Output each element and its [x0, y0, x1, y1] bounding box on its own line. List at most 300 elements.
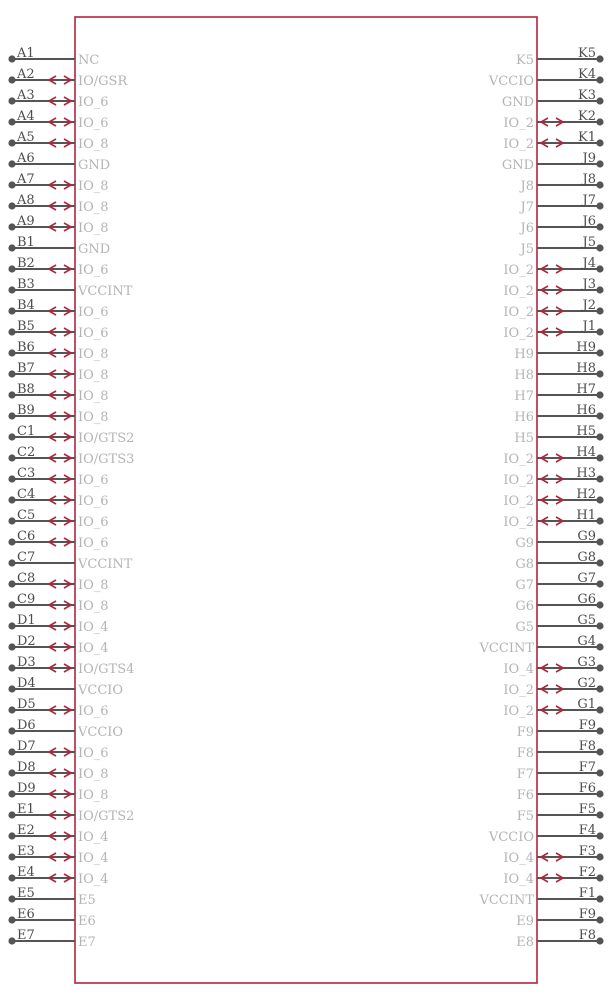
pin-name: IO_2: [503, 704, 534, 719]
pin-name: IO_8: [78, 368, 109, 383]
pin-number: E2: [17, 823, 35, 838]
pin-right: [516, 907, 603, 929]
pin-number: B4: [17, 298, 35, 313]
pin-name: IO_2: [503, 116, 534, 131]
pin-name: IO_2: [503, 473, 534, 488]
pin-endpoint-dot: [8, 160, 15, 167]
pin-number: H3: [576, 466, 596, 481]
pin-number: J8: [582, 172, 596, 187]
pin-number: F9: [578, 718, 596, 733]
pin-number: J9: [582, 151, 596, 166]
pin-name: E5: [78, 893, 96, 908]
pin-endpoint-dot: [8, 517, 15, 524]
pin-number: J7: [582, 193, 596, 208]
pin-endpoint-dot: [8, 496, 15, 503]
pin-endpoint-dot: [596, 181, 603, 188]
pin-endpoint-dot: [8, 580, 15, 587]
pin-endpoint-dot: [8, 307, 15, 314]
pin-name: J6: [520, 221, 534, 236]
pin-name: J8: [520, 179, 534, 194]
pin-number: A2: [17, 67, 35, 82]
pin-right: [503, 844, 603, 866]
pin-right: [503, 865, 603, 887]
pin-name: G7: [515, 578, 534, 593]
pin-name: IO_6: [78, 326, 109, 341]
pin-name: IO_4: [78, 620, 109, 635]
pin-endpoint-dot: [8, 454, 15, 461]
pin-endpoint-dot: [596, 475, 603, 482]
pin-right: [479, 634, 604, 656]
pin-number: A3: [17, 88, 35, 103]
pin-left: [8, 634, 108, 656]
pin-name: IO_8: [78, 410, 109, 425]
pin-name: IO_6: [78, 473, 109, 488]
pin-endpoint-dot: [8, 97, 15, 104]
pin-number: C9: [17, 592, 36, 607]
pin-endpoint-dot: [8, 664, 15, 671]
pin-endpoint-dot: [596, 643, 603, 650]
pin-right: [519, 172, 604, 194]
pin-right: [502, 88, 604, 110]
pin-endpoint-dot: [596, 202, 603, 209]
pin-endpoint-dot: [596, 853, 603, 860]
pin-endpoint-dot: [8, 706, 15, 713]
pin-number: J5: [582, 235, 596, 250]
pin-endpoint-dot: [596, 937, 603, 944]
pin-number: F1: [578, 886, 596, 901]
pin-name: IO/GTS4: [78, 662, 135, 677]
pin-name: IO/GTS3: [78, 452, 135, 467]
pin-number: K4: [578, 67, 596, 82]
pin-number: F6: [578, 781, 596, 796]
pin-name: GND: [78, 242, 111, 257]
pin-number: B3: [17, 277, 35, 292]
pin-name: H5: [514, 431, 534, 446]
pin-endpoint-dot: [8, 538, 15, 545]
pin-left: [8, 718, 123, 740]
pin-endpoint-dot: [8, 559, 15, 566]
pin-endpoint-dot: [596, 538, 603, 545]
pin-name: IO_4: [78, 872, 109, 887]
pin-left: [8, 928, 95, 950]
pin-endpoint-dot: [596, 874, 603, 881]
pin-name: H7: [514, 389, 534, 404]
pin-endpoint-dot: [596, 349, 603, 356]
pin-name: E9: [516, 914, 534, 929]
pin-number: B6: [17, 340, 35, 355]
pin-left: [8, 697, 108, 719]
pin-right: [519, 193, 604, 215]
pin-left: [8, 193, 108, 215]
pin-left: [8, 781, 108, 803]
pin-endpoint-dot: [8, 244, 15, 251]
pin-endpoint-dot: [596, 790, 603, 797]
pin-number: J4: [582, 256, 596, 271]
pin-number: G8: [577, 550, 596, 565]
pin-number: H6: [576, 403, 596, 418]
pin-right: [516, 928, 603, 950]
pin-endpoint-dot: [596, 160, 603, 167]
pin-endpoint-dot: [8, 412, 15, 419]
pin-number: F8: [578, 739, 596, 754]
pin-name: IO_8: [78, 389, 109, 404]
pin-number: F2: [578, 865, 596, 880]
pin-left: [8, 760, 108, 782]
pin-number: C2: [17, 445, 36, 460]
pin-name: VCCINT: [479, 641, 534, 656]
pin-name: F9: [516, 725, 534, 740]
pin-endpoint-dot: [8, 811, 15, 818]
pin-endpoint-dot: [596, 370, 603, 377]
pin-name: GND: [501, 95, 534, 110]
pin-endpoint-dot: [8, 916, 15, 923]
pin-right: [516, 46, 604, 68]
pin-name: VCCINT: [479, 893, 534, 908]
pin-left: [8, 802, 134, 824]
pin-number: F4: [578, 823, 596, 838]
pin-endpoint-dot: [596, 832, 603, 839]
pin-left: [8, 214, 108, 236]
pin-endpoint-dot: [8, 76, 15, 83]
pin-endpoint-dot: [596, 769, 603, 776]
pin-number: H2: [576, 487, 596, 502]
pin-name: IO_2: [503, 494, 534, 509]
pin-name: IO_2: [503, 515, 534, 530]
pin-left: [8, 151, 110, 173]
pin-name: F7: [516, 767, 534, 782]
pin-left: [8, 508, 108, 530]
pin-left: [8, 319, 108, 341]
pin-endpoint-dot: [596, 223, 603, 230]
pin-number: C8: [17, 571, 36, 586]
pin-name: IO_4: [503, 872, 534, 887]
pin-number: K2: [578, 109, 596, 124]
pin-number: B8: [17, 382, 35, 397]
pin-left: [8, 88, 108, 110]
pin-number: B2: [17, 256, 35, 271]
pin-number: A6: [17, 151, 35, 166]
pin-name: IO_6: [78, 305, 109, 320]
pin-name: IO/GTS2: [78, 809, 135, 824]
pin-number: A5: [17, 130, 35, 145]
pin-number: A1: [17, 46, 35, 61]
pin-left: [8, 823, 108, 845]
pin-left: [8, 592, 108, 614]
pin-name: VCCINT: [78, 557, 133, 572]
pin-left: [8, 613, 108, 635]
pin-endpoint-dot: [8, 118, 15, 125]
pin-name: F6: [516, 788, 534, 803]
pin-number: D8: [17, 760, 36, 775]
pin-name: IO_2: [503, 305, 534, 320]
pin-endpoint-dot: [596, 76, 603, 83]
pin-name: IO_8: [78, 200, 109, 215]
pin-endpoint-dot: [596, 601, 603, 608]
pin-number: E1: [17, 802, 35, 817]
pin-number: C7: [17, 550, 36, 565]
pin-number: G5: [577, 613, 596, 628]
pin-right: [503, 445, 603, 467]
pin-name: E8: [516, 935, 534, 950]
pin-endpoint-dot: [596, 727, 603, 734]
pin-endpoint-dot: [596, 916, 603, 923]
pin-endpoint-dot: [596, 328, 603, 335]
pin-number: H8: [576, 361, 596, 376]
pin-name: IO_6: [78, 494, 109, 509]
pin-left: [8, 550, 132, 572]
pin-left: [8, 865, 108, 887]
pin-name: H8: [514, 368, 534, 383]
pin-right: [503, 697, 603, 719]
pin-name: IO/GTS2: [78, 431, 135, 446]
pin-number: K1: [578, 130, 596, 145]
pin-left: [8, 340, 108, 362]
pin-number: E5: [17, 886, 35, 901]
pin-endpoint-dot: [8, 370, 15, 377]
pin-left: [8, 256, 108, 278]
pin-endpoint-dot: [8, 55, 15, 62]
pin-name: IO_2: [503, 284, 534, 299]
pin-right: [517, 781, 604, 803]
pin-left: [8, 445, 134, 467]
pin-name: GND: [501, 158, 534, 173]
pin-right: [515, 529, 603, 551]
pin-left: [8, 655, 134, 677]
pin-left: [8, 466, 108, 488]
pin-name: H6: [514, 410, 534, 425]
pin-left: [8, 235, 110, 257]
pin-name: IO_8: [78, 221, 109, 236]
pin-endpoint-dot: [596, 454, 603, 461]
pin-right: [515, 613, 603, 635]
pin-left: [8, 403, 108, 425]
pin-name: IO_6: [78, 263, 109, 278]
pin-right: [514, 382, 603, 404]
pin-right: [503, 466, 603, 488]
pin-number: D9: [17, 781, 36, 796]
pin-endpoint-dot: [8, 286, 15, 293]
pin-number: H9: [576, 340, 596, 355]
pin-left: [8, 382, 108, 404]
pin-left: [8, 676, 123, 698]
pin-endpoint-dot: [8, 790, 15, 797]
pin-name: GND: [78, 158, 111, 173]
pin-right: [503, 277, 603, 299]
pin-left: [8, 424, 134, 446]
pin-left: [8, 46, 99, 68]
pin-name: IO_4: [503, 851, 534, 866]
pin-endpoint-dot: [8, 937, 15, 944]
pin-number: B5: [17, 319, 35, 334]
pin-number: F8: [578, 928, 596, 943]
pin-endpoint-dot: [8, 895, 15, 902]
pin-name: IO_6: [78, 95, 109, 110]
pin-left: [8, 571, 108, 593]
pin-left: [8, 130, 108, 152]
pin-name: E6: [78, 914, 96, 929]
pin-endpoint-dot: [596, 664, 603, 671]
pin-endpoint-dot: [8, 685, 15, 692]
pin-endpoint-dot: [596, 685, 603, 692]
pin-name: IO_4: [78, 830, 109, 845]
pin-number: K3: [578, 88, 596, 103]
left-pin-column: [8, 46, 134, 950]
pin-endpoint-dot: [8, 265, 15, 272]
pin-left: [8, 907, 95, 929]
pin-right: [517, 718, 604, 740]
pin-endpoint-dot: [8, 202, 15, 209]
pin-number: F3: [578, 844, 596, 859]
pin-endpoint-dot: [596, 622, 603, 629]
pin-right: [515, 571, 603, 593]
pin-name: IO_6: [78, 515, 109, 530]
pin-endpoint-dot: [596, 391, 603, 398]
pin-number: C6: [17, 529, 36, 544]
pin-number: D2: [17, 634, 36, 649]
pin-number: E6: [17, 907, 35, 922]
pin-endpoint-dot: [8, 748, 15, 755]
pin-left: [8, 886, 95, 908]
pin-endpoint-dot: [8, 349, 15, 356]
pin-right: [517, 739, 604, 761]
pin-name: F5: [516, 809, 534, 824]
pin-name: IO_2: [503, 683, 534, 698]
pin-name: IO_4: [503, 662, 534, 677]
pin-number: H5: [576, 424, 596, 439]
pin-name: J5: [520, 242, 534, 257]
pin-name: VCCIO: [488, 830, 534, 845]
pin-endpoint-dot: [596, 580, 603, 587]
pin-right: [479, 886, 604, 908]
pin-number: C4: [17, 487, 36, 502]
pin-number: B9: [17, 403, 35, 418]
pin-number: C3: [17, 466, 36, 481]
pin-endpoint-dot: [596, 559, 603, 566]
pin-endpoint-dot: [8, 223, 15, 230]
pin-endpoint-dot: [596, 895, 603, 902]
pin-name: IO_8: [78, 767, 109, 782]
pin-name: VCCINT: [78, 284, 133, 299]
pin-number: K5: [578, 46, 596, 61]
pin-endpoint-dot: [8, 391, 15, 398]
pin-name: E7: [78, 935, 96, 950]
pin-name: IO_6: [78, 704, 109, 719]
pin-name: VCCIO: [488, 74, 534, 89]
pin-name: IO_6: [78, 536, 109, 551]
pin-endpoint-dot: [596, 748, 603, 755]
pin-endpoint-dot: [596, 139, 603, 146]
pin-name: IO_2: [503, 452, 534, 467]
pin-right: [488, 823, 604, 845]
pin-name: IO_8: [78, 179, 109, 194]
pin-number: D1: [17, 613, 36, 628]
pin-number: G2: [577, 676, 596, 691]
pin-number: G3: [577, 655, 596, 670]
pin-number: A4: [17, 109, 35, 124]
pin-number: A7: [17, 172, 35, 187]
pin-name: IO_2: [503, 263, 534, 278]
pin-name: IO_8: [78, 578, 109, 593]
pin-number: F7: [578, 760, 596, 775]
pin-endpoint-dot: [596, 811, 603, 818]
pin-name: J7: [520, 200, 534, 215]
pin-number: J3: [582, 277, 596, 292]
pin-number: E7: [17, 928, 35, 943]
pin-endpoint-dot: [596, 496, 603, 503]
pin-number: C5: [17, 508, 36, 523]
pin-endpoint-dot: [8, 727, 15, 734]
pin-name: IO_2: [503, 326, 534, 341]
pin-number: D6: [17, 718, 36, 733]
pin-right: [517, 760, 604, 782]
pin-number: B7: [17, 361, 35, 376]
pin-endpoint-dot: [596, 265, 603, 272]
pin-name: NC: [78, 53, 100, 68]
pin-number: G9: [577, 529, 596, 544]
pin-right: [503, 109, 603, 131]
pin-name: G9: [515, 536, 534, 551]
pin-endpoint-dot: [596, 412, 603, 419]
pin-endpoint-dot: [596, 706, 603, 713]
pin-endpoint-dot: [596, 97, 603, 104]
pin-right: [503, 508, 603, 530]
pin-name: IO_2: [503, 137, 534, 152]
pin-right: [502, 151, 604, 173]
pin-number: G4: [577, 634, 596, 649]
pin-number: H7: [576, 382, 596, 397]
pin-endpoint-dot: [596, 118, 603, 125]
pin-left: [8, 844, 108, 866]
pin-number: E4: [17, 865, 35, 880]
pin-number: D7: [17, 739, 36, 754]
pin-right: [503, 256, 603, 278]
pin-right: [514, 424, 603, 446]
pin-left: [8, 739, 108, 761]
pin-right: [503, 298, 603, 320]
pin-name: G8: [515, 557, 534, 572]
pin-number: F5: [578, 802, 596, 817]
pin-number: E3: [17, 844, 35, 859]
component-body: [75, 17, 537, 983]
pin-name: IO_8: [78, 347, 109, 362]
pin-number: J1: [582, 319, 596, 334]
pin-name: IO_6: [78, 746, 109, 761]
pin-right: [503, 655, 603, 677]
pin-endpoint-dot: [8, 622, 15, 629]
pin-number: A9: [17, 214, 35, 229]
pin-number: B1: [17, 235, 35, 250]
pin-name: H9: [514, 347, 534, 362]
pin-name: G6: [515, 599, 534, 614]
pin-number: D3: [17, 655, 36, 670]
pin-left: [8, 361, 108, 383]
pin-endpoint-dot: [8, 328, 15, 335]
pin-number: J6: [582, 214, 596, 229]
pin-right: [519, 235, 604, 257]
pin-name: F8: [516, 746, 534, 761]
pin-number: F9: [578, 907, 596, 922]
pin-left: [8, 487, 108, 509]
pin-right: [503, 487, 603, 509]
pin-right: [519, 214, 604, 236]
pin-number: H4: [576, 445, 596, 460]
pin-number: G6: [577, 592, 596, 607]
pin-endpoint-dot: [596, 517, 603, 524]
pin-right: [515, 550, 603, 572]
pin-number: C1: [17, 424, 36, 439]
pin-endpoint-dot: [8, 601, 15, 608]
pin-name: VCCIO: [78, 683, 124, 698]
